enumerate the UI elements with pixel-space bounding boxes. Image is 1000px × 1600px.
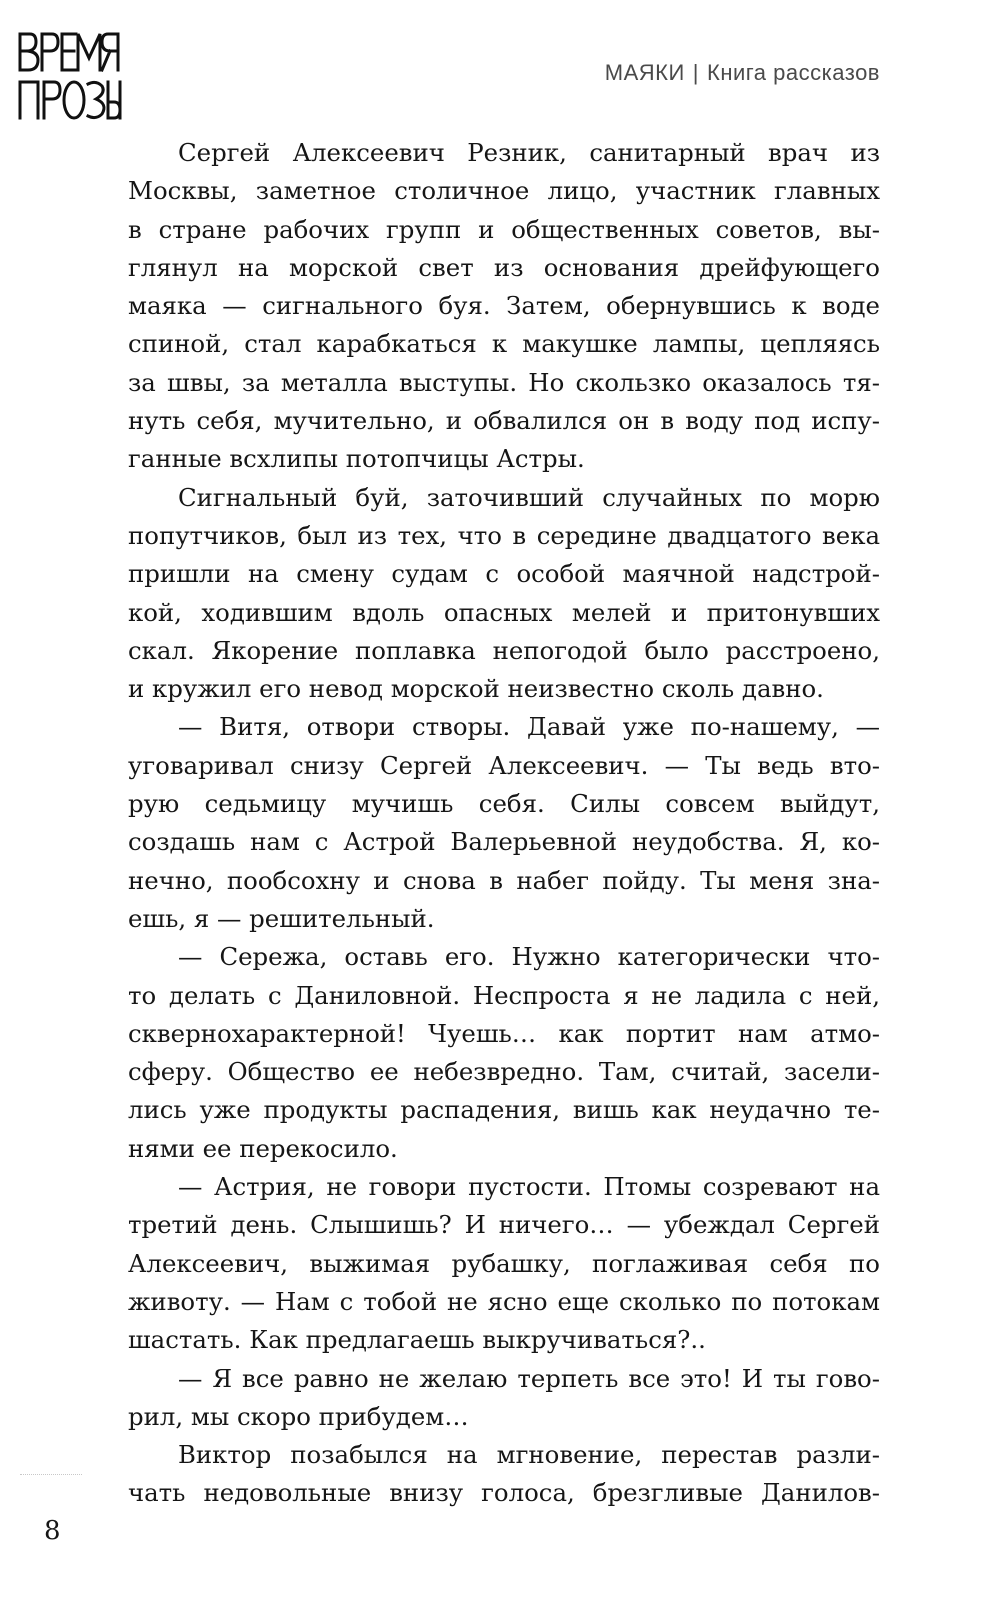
text-line: животу. — Нам с тобой не ясно еще сколько по потокам [128,1286,880,1316]
text-line: третий день. Слышишь? И ничего… — убеждал Сергей [128,1210,880,1240]
text-line: за швы, за металла выступы. Но скользко оказалось тя- [128,367,880,397]
text-line: пришли на смену судам с особой маячной надстрой- [128,559,880,589]
text-line: — Витя, отвори створы. Давай уже по-нашему, — [178,712,880,742]
publisher-logo [18,30,122,122]
text-line: уговаривал снизу Сергей Алексеевич. — Ты ведь вто- [128,750,880,780]
text-line: маяка — сигнального буя. Затем, обернувшись к воде [128,291,880,321]
text-line: ешь, я — решительный. [128,903,435,933]
text-line: лись уже продукты распадения, вишь как неудачно те- [128,1095,880,1125]
page-number: 8 [44,1516,61,1546]
running-head [500,60,880,86]
text-line: рил, мы скоро прибудем… [128,1401,469,1431]
text-line: нуть себя, мучительно, и обвалился он в воду под испу- [128,406,880,436]
book-title: МАЯКИ [604,60,685,85]
text-line: сферу. Общество ее небезвредно. Там, считай, засели- [128,1057,880,1087]
text-line: чать недовольные внизу голоса, брезгливые Данилов- [128,1478,880,1508]
text-line: Москвы, заметное столичное лицо, участник главных [128,176,880,206]
body-text [128,134,880,1513]
text-line: — Я все равно не желаю терпеть все это! И ты гово- [178,1363,880,1393]
text-line: создашь нам с Астрой Валерьевной неудобства. Я, ко- [128,827,880,857]
text-line: глянул на морской свет из основания дрейфующего [128,252,880,282]
text-line: попутчиков, был из тех, что в середине двадцатого века [128,520,880,550]
text-line: и кружил его невод морской неизвестно сколь давно. [128,674,824,704]
text-line: — Сережа, оставь его. Нужно категорически что- [178,942,880,972]
text-line: сквернохарактерной! Чуешь… как портит нам атмо- [128,1018,880,1048]
text-line: то делать с Даниловной. Неспроста я не ладила с ней, [128,980,880,1010]
text-line: кой, ходившим вдоль опасных мелей и притонувших [128,597,880,627]
text-line: спиной, стал карабкаться к макушке лампы, цепляясь [128,329,880,359]
text-line: Сигнальный буй, заточивший случайных по морю [178,482,880,512]
text-line: Сергей Алексеевич Резник, санитарный врач из [178,138,880,167]
text-line: Алексеевич, выжимая рубашку, поглаживая себя по [128,1248,880,1278]
text-line: Виктор позабылся на мгновение, перестав разли- [178,1440,880,1470]
text-line: нечно, пообсохну и снова в набег пойду. Ты меня зна- [128,865,880,895]
text-line: шастать. Как предлагаешь выкручиваться?.. [128,1325,706,1355]
text-line: ганные всхлипы потопчицы Астры. [128,444,585,474]
vremya-prozy-logo-icon [18,30,122,122]
text-line: скал. Якорение поплавка непогодой было расстроено, [128,635,880,665]
margin-dotted-rule [20,1474,82,1475]
text-line: в стране рабочих групп и общественных советов, вы- [128,214,880,244]
text-line: рую седьмицу мучишь себя. Силы совсем выйдут, [128,789,880,819]
running-head-separator: | [692,60,700,85]
text-line: нями ее перекосило. [128,1133,398,1163]
text-line: — Астрия, не говори пустости. Птомы созревают на [178,1172,880,1202]
book-subtitle: Книга рассказов [707,60,880,85]
